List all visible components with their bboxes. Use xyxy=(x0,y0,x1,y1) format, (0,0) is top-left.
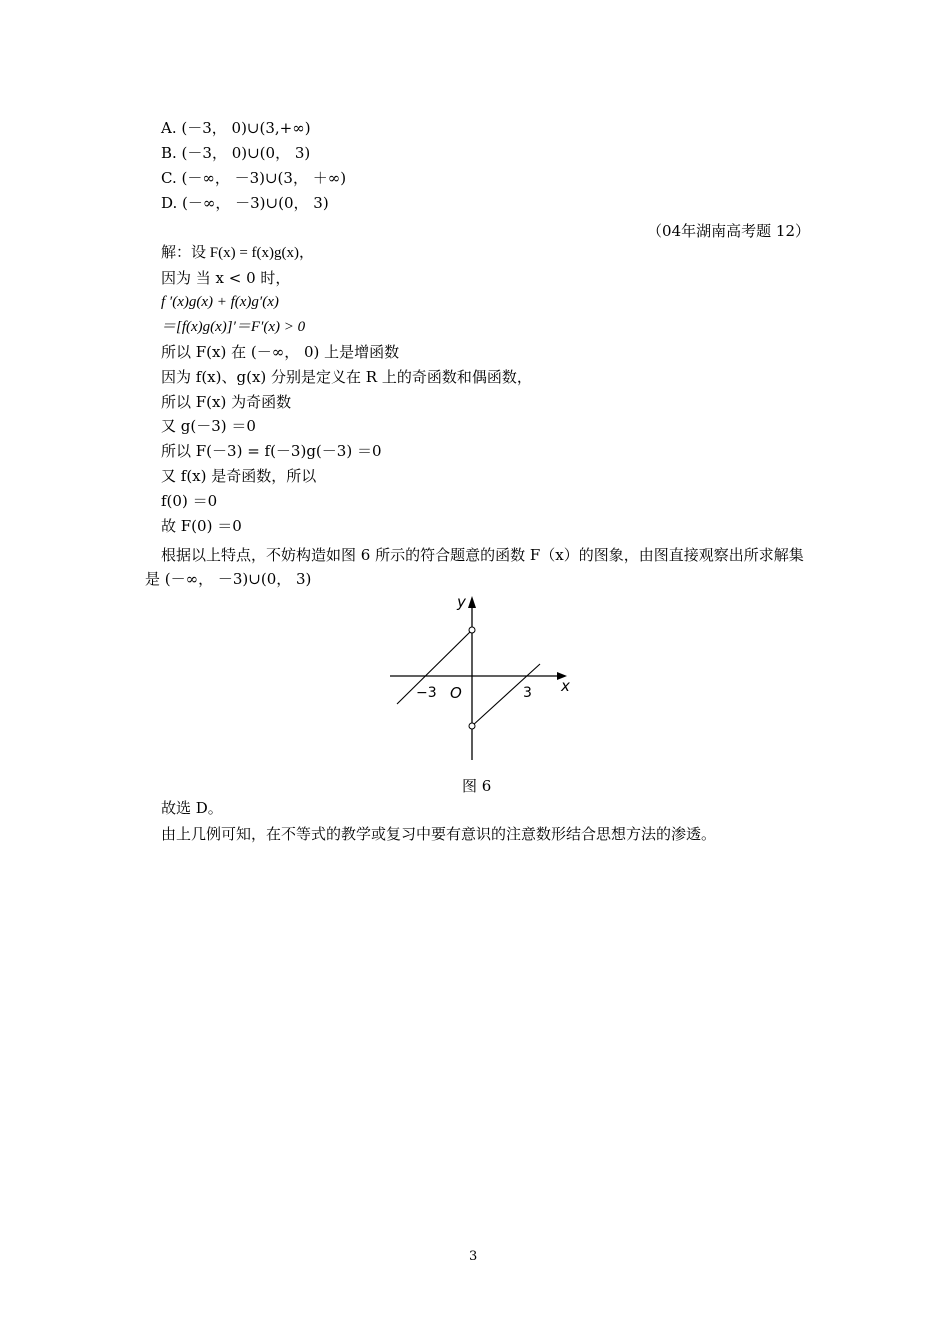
x-axis-label: x xyxy=(561,677,570,695)
solution-line: ＝[f(x)g(x)]′＝F′(x) > 0 xyxy=(161,319,306,335)
option-d: D. (－∞， －3)∪(0， 3) xyxy=(161,194,329,212)
solution-line: f(0) ＝0 xyxy=(161,492,218,510)
y-axis-label: y xyxy=(457,593,466,611)
solution-line: 所以 F(x) 在 (－∞， 0) 上是增函数 xyxy=(161,343,400,361)
solution-line: f ′(x)g(x) + f(x)g′(x) xyxy=(161,294,279,310)
neg-tick-label: −3 xyxy=(416,685,437,701)
solution-line: 因为 f(x)、g(x) 分别是定义在 R 上的奇函数和偶函数， xyxy=(161,368,532,386)
solution-line: 所以 F(x) 为奇函数 xyxy=(161,393,292,411)
explanation-paragraph: 根据以上特点，不妨构造如图 6 所示的符合题意的函数 F（x）的图象，由图直接观察出所求解集是 (－∞， －3)∪(0， 3) xyxy=(145,546,804,588)
solution-line: 所以 F(－3) = f(－3)g(－3) ＝0 xyxy=(161,442,382,460)
y-axis-arrow xyxy=(468,596,476,608)
option-b: B. (－3， 0)∪(0， 3) xyxy=(161,144,311,162)
answer-line: 故选 D。 xyxy=(161,799,223,817)
pos-tick-label: 3 xyxy=(523,685,532,701)
solution-line: 又 f(x) 是奇函数，所以 xyxy=(161,467,317,485)
solution-line: 因为 当 x < 0 时， xyxy=(161,269,291,287)
solution-line: 又 g(－3) ＝0 xyxy=(161,417,256,435)
option-c: C. (－∞， －3)∪(3， ＋∞) xyxy=(161,169,347,187)
option-a: A. (－3， 0)∪(3,+∞) xyxy=(161,119,311,137)
function-graph-figure xyxy=(385,590,575,765)
open-point-lower xyxy=(469,723,475,729)
conclusion-line: 由上几例可知，在不等式的教学或复习中要有意识的注意数形结合思想方法的渗透。 xyxy=(161,825,717,843)
open-point-upper xyxy=(469,627,475,633)
solution-line: 解：设 F(x) = f(x)g(x)， xyxy=(161,245,315,261)
source-citation: （04年湖南高考题 12） xyxy=(647,222,810,240)
figure-caption: 图 6 xyxy=(462,777,492,795)
origin-label: O xyxy=(450,684,462,702)
page-number: 3 xyxy=(469,1249,478,1264)
solution-line: 故 F(0) ＝0 xyxy=(161,517,242,535)
